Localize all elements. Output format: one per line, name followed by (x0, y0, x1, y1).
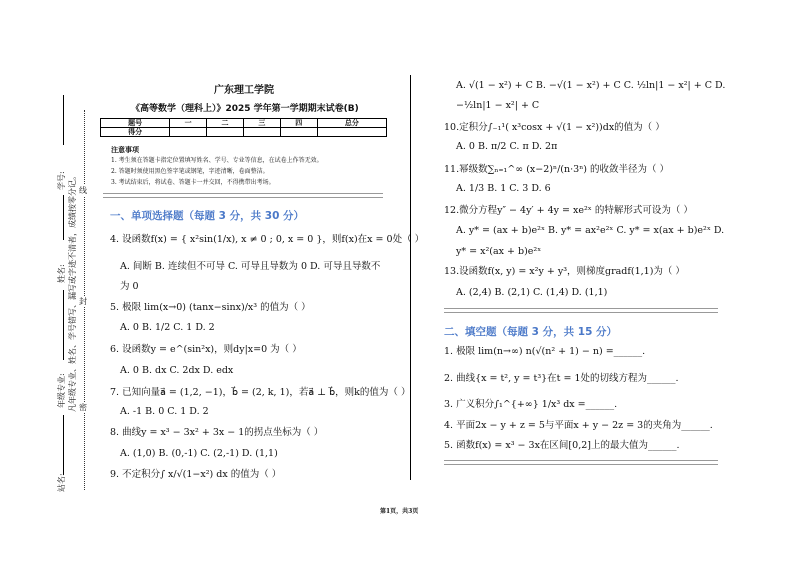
score-cell[interactable] (207, 128, 244, 137)
table-cell: 得分 (101, 128, 170, 137)
student-id-label: 学号: (57, 171, 66, 190)
question-stem: 9. 不定积分∫ x/√(1−x²) dx 的值为（ ） (110, 469, 282, 480)
section2-heading: 二、填空题（每题 3 分，共 15 分） (444, 326, 618, 338)
question-options: A. 0 B. π/2 C. π D. 2π (456, 141, 558, 152)
table-cell: 题号 (101, 119, 170, 128)
binding-warning: 凡年级专业、姓名、学号错写、漏写或字迹不清者，成绩按零分记。 (68, 172, 77, 412)
seal-char: 密 (79, 403, 87, 412)
note-item: 2. 答题时须使用黑色签字笔或钢笔，字迹清晰，卷面整洁。 (111, 168, 269, 175)
score-cell[interactable] (280, 128, 317, 137)
table-cell: 一 (170, 119, 207, 128)
table-cell: 四 (280, 119, 317, 128)
notes-title: 注意事项 (111, 146, 139, 154)
question-options: y* = x²(ax + b)e²ˣ (456, 246, 542, 257)
question-options: A. y* = (ax + b)e²ˣ B. y* = ax²e²ˣ C. y* = x(ax + b)e²ˣ D. (456, 225, 725, 236)
question-options: 为 0 (120, 281, 139, 292)
question-options: A. (1,0) B. (0,-1) C. (2,-1) D. (1,1) (120, 448, 278, 459)
question-stem: 6. 设函数y = e^(sin²x)，则dy|x=0 为（ ） (110, 344, 302, 355)
question-options: A. 间断 B. 连续但不可导 C. 可导且导数为 0 D. 可导且导数不 (120, 261, 381, 272)
name-label: 姓名: (57, 264, 66, 283)
exam-title: 《高等数学（理科上）》2025 学年第一学期期末试卷(B) (131, 104, 359, 114)
question-options: A. √(1 − x²) + C B. −√(1 − x²) + C C. ½ln|1 − x²| + C D. (456, 80, 726, 91)
school-name: 广东理工学院 (214, 85, 274, 96)
question-options: A. 0 B. 1/2 C. 1 D. 2 (120, 322, 215, 333)
column-divider (410, 75, 411, 480)
table-row (101, 119, 387, 128)
table-cell: 三 (243, 119, 280, 128)
question-options: −½ln|1 − x²| + C (456, 100, 540, 111)
fill-question: 4. 平面2x − y + z = 5与平面x + y − 2z = 3的夹角为______. (444, 420, 713, 431)
question-stem: 8. 曲线y = x³ − 3x² + 3x − 1的拐点坐标为（ ） (110, 427, 324, 438)
divider (103, 193, 383, 198)
table-cell: 总分 (317, 119, 386, 128)
question-stem: 12.微分方程y″ − 4y′ + 4y = xe²ˣ 的特解形式可设为（ ） (444, 205, 693, 216)
note-item: 1. 考生须在答题卡指定位置填写姓名、学号、专业等信息，在试卷上作答无效。 (111, 157, 323, 164)
divider (444, 308, 718, 313)
question-stem: 13.设函数f(x, y) = x²y + y³，则梯度gradf(1,1)为（ ） (444, 266, 685, 277)
grade-major-label: 年级专业: (57, 373, 66, 408)
table-cell: 二 (207, 119, 244, 128)
score-cell[interactable] (317, 128, 386, 137)
divider (63, 195, 64, 240)
question-stem: 7. 已知向量a⃗ = (1,2, −1)，b⃗ = (2, k, 1)，若a⃗ ⊥ b⃗，则k的值为（ ） (110, 387, 411, 398)
note-item: 3. 考试结束后，将试卷、答题卡一并交回，不得携带出考场。 (111, 179, 275, 186)
table-row (101, 128, 387, 137)
score-table (100, 118, 387, 137)
divider (63, 95, 64, 145)
question-stem: 10.定积分∫₋₁¹( x³cosx + √(1 − x²))dx的值为（ ） (444, 122, 665, 133)
fill-question: 3. 广义积分∫₁^{+∞} 1/x³ dx =______. (444, 399, 618, 410)
fill-question: 5. 函数f(x) = x³ − 3x在区间[0,2]上的最大值为______. (444, 440, 680, 451)
exam-site-label: 站名: (57, 473, 66, 492)
section1-heading: 一、单项选择题（每题 3 分，共 30 分） (110, 210, 305, 222)
score-cell[interactable] (243, 128, 280, 137)
page-number: 第1页，共3页 (380, 508, 419, 515)
question-stem: 4. 设函数f(x) = { x²sin(1/x), x ≠ 0 ; 0, x = 0 }，则f(x)在x = 0处（ ） (110, 234, 425, 245)
fill-question: 2. 曲线{x = t², y = t³}在t = 1处的切线方程为______. (444, 373, 679, 384)
divider (63, 415, 64, 475)
question-stem: 11.幂级数∑ₙ₌₁^∞ (x−2)ⁿ/(n·3ⁿ) 的收敛半径为（ ） (444, 164, 670, 175)
seal-char: 封 (79, 297, 87, 306)
seal-char: 线 (79, 186, 87, 195)
question-options: A. -1 B. 0 C. 1 D. 2 (120, 406, 209, 417)
fill-question: 1. 极限 lim(n→∞) n(√(n² + 1) − n) =______. (444, 346, 646, 357)
divider (444, 460, 718, 465)
question-options: A. 1/3 B. 1 C. 3 D. 6 (456, 183, 551, 194)
question-stem: 5. 极限 lim(x→0) (tanx−sinx)/x³ 的值为（ ） (110, 302, 311, 313)
divider (63, 290, 64, 360)
question-options: A. (2,4) B. (2,1) C. (1,4) D. (1,1) (456, 287, 608, 298)
question-options: A. 0 B. dx C. 2dx D. edx (120, 365, 234, 376)
score-cell[interactable] (170, 128, 207, 137)
